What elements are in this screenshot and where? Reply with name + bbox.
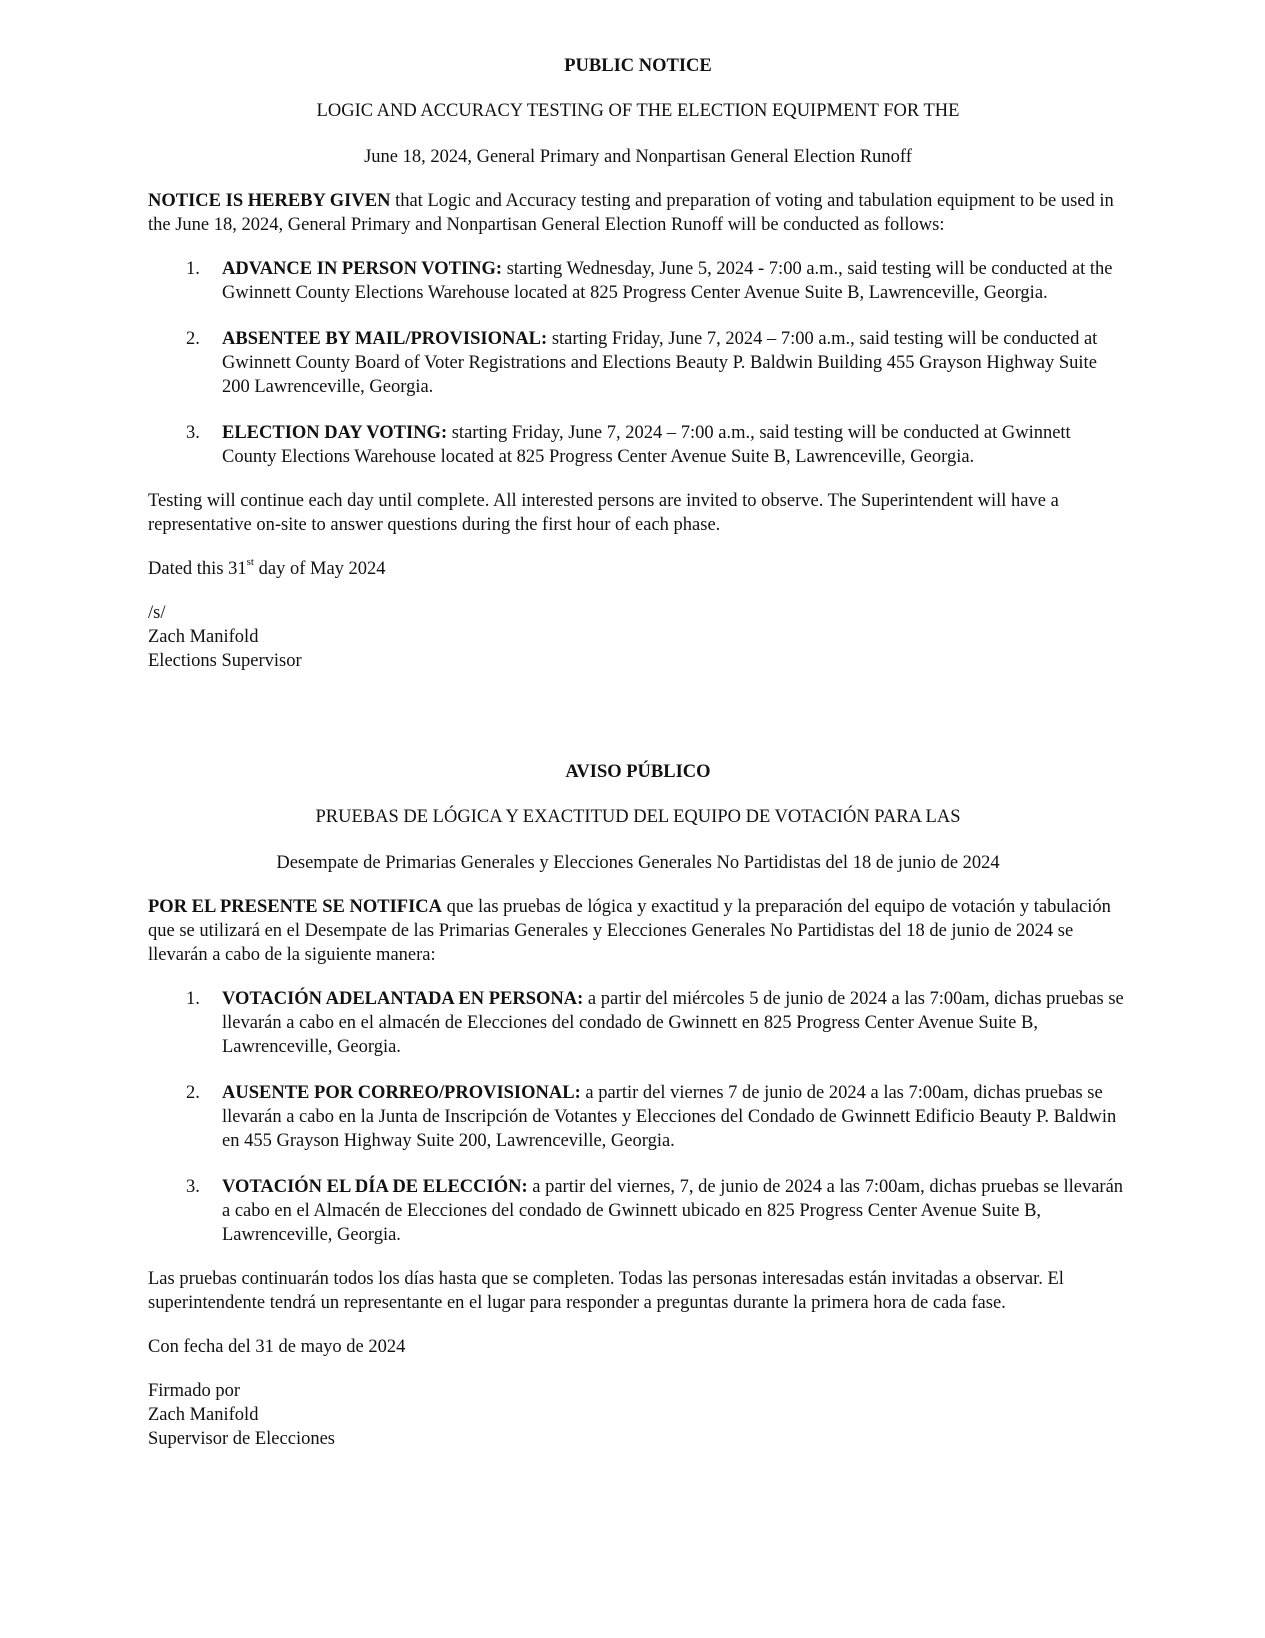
- item-text: a partir del viernes, 7, de junio de 2024 a las 7:00am, dichas pruebas se llevarán a cabo en el Almacén de Elecciones del condado de Gwinnett ubicado en 825 Progress Center Avenue Suite B, Lawrenceville, Georgia.: [222, 1177, 1124, 1245]
- testing-schedule-list: [148, 257, 1128, 469]
- intro-bold: POR EL PRESENTE SE NOTIFICA: [148, 897, 443, 917]
- item-heading: VOTACIÓN ADELANTADA EN PERSONA:: [222, 989, 584, 1009]
- election-line: Desempate de Primarias Generales y Elecciones Generales No Partidistas del 18 de junio de 2024: [276, 853, 1000, 873]
- notice-subtitle: PRUEBAS DE LÓGICA Y EXACTITUD DEL EQUIPO DE VOTACIÓN PARA LAS: [315, 807, 961, 827]
- item-text: starting Wednesday, June 5, 2024 - 7:00 a.m., said testing will be conducted at the Gwinnett County Elections Warehouse located at 825 Progress Center Avenue Suite B, Lawrenceville, Georgia.: [222, 259, 1113, 303]
- item-heading: ADVANCE IN PERSON VOTING:: [222, 259, 503, 279]
- closing-paragraph: Las pruebas continuarán todos los días hasta que se completen. Todas las personas interesadas están invitadas a observar. El superintendente tendrá un representante en el lugar para responder a preguntas durante la primera hora de cada fase.: [148, 1269, 1064, 1313]
- dated-prefix: Dated this 31: [148, 559, 247, 579]
- item-number: 3.: [186, 1177, 200, 1197]
- spanish-notice: [148, 760, 1128, 1451]
- item-heading: ABSENTEE BY MAIL/PROVISIONAL:: [222, 329, 548, 349]
- item-heading: VOTACIÓN EL DÍA DE ELECCIÓN:: [222, 1177, 528, 1197]
- item-number: 1.: [186, 259, 200, 279]
- item-text: a partir del miércoles 5 de junio de 2024 a las 7:00am, dichas pruebas se llevarán a cabo en el almacén de Elecciones del condado de Gwinnett en 825 Progress Center Avenue Suite B, Lawrenceville, Georgia.: [222, 989, 1124, 1057]
- item-number: 1.: [186, 989, 200, 1009]
- english-notice: [148, 54, 1128, 673]
- list-item: [148, 1081, 1128, 1153]
- list-item: [148, 987, 1128, 1059]
- signature-mark: /s/: [148, 603, 166, 623]
- notice-title: AVISO PÚBLICO: [565, 762, 711, 782]
- signer-name: Zach Manifold: [148, 627, 259, 647]
- intro-text: that Logic and Accuracy testing and preparation of voting and tabulation equipment to be used in the June 18, 2024, General Primary and Nonpartisan General Election Runoff will be conducted as follows:: [148, 191, 1114, 235]
- list-item: [148, 1175, 1128, 1247]
- item-number: 2.: [186, 1083, 200, 1103]
- signer-name: Zach Manifold: [148, 1405, 259, 1425]
- list-item: [148, 257, 1128, 305]
- item-number: 2.: [186, 329, 200, 349]
- notice-subtitle: LOGIC AND ACCURACY TESTING OF THE ELECTION EQUIPMENT FOR THE: [316, 101, 960, 121]
- list-item: [148, 327, 1128, 399]
- item-text: starting Friday, June 7, 2024 – 7:00 a.m., said testing will be conducted at Gwinnett County Board of Voter Registrations and Elections Beauty P. Baldwin Building 455 Grayson Highway Suite 200 Lawrenceville, Georgia.: [222, 329, 1098, 397]
- closing-paragraph: Testing will continue each day until complete. All interested persons are invited to observe. The Superintendent will have a representative on-site to answer questions during the first hour of each phase.: [148, 491, 1059, 535]
- election-line: June 18, 2024, General Primary and Nonpartisan General Election Runoff: [364, 147, 912, 167]
- dated-sup: st: [246, 555, 254, 568]
- notice-title: PUBLIC NOTICE: [564, 56, 712, 76]
- intro-text: que las pruebas de lógica y exactitud y la preparación del equipo de votación y tabulación que se utilizará en el Desempate de las Primarias Generales y Elecciones Generales No Partidistas del 18 de junio de 2024 se llevarán a cabo de la siguiente manera:: [148, 897, 1111, 965]
- item-heading: AUSENTE POR CORREO/PROVISIONAL:: [222, 1083, 581, 1103]
- item-text: starting Friday, June 7, 2024 – 7:00 a.m., said testing will be conducted at Gwinnett County Elections Warehouse located at 825 Progress Center Avenue Suite B, Lawrenceville, Georgia.: [222, 423, 1071, 467]
- list-item: [148, 421, 1128, 469]
- signer-title: Elections Supervisor: [148, 651, 302, 671]
- dated-suffix: day of May 2024: [254, 559, 386, 579]
- signer-title: Supervisor de Elecciones: [148, 1429, 335, 1449]
- intro-paragraph: [148, 189, 1128, 237]
- testing-schedule-list: [148, 987, 1128, 1247]
- item-heading: ELECTION DAY VOTING:: [222, 423, 448, 443]
- intro-paragraph: [148, 895, 1128, 967]
- intro-bold: NOTICE IS HEREBY GIVEN: [148, 191, 391, 211]
- item-number: 3.: [186, 423, 200, 443]
- dated-line: Con fecha del 31 de mayo de 2024: [148, 1337, 406, 1357]
- signature-mark: Firmado por: [148, 1381, 240, 1401]
- item-text: a partir del viernes 7 de junio de 2024 a las 7:00am, dichas pruebas se llevarán a cabo en la Junta de Inscripción de Votantes y Elecciones del Condado de Gwinnett Edificio Beauty P. Baldwin en 455 Grayson Highway Suite 200, Lawrenceville, Georgia.: [222, 1083, 1117, 1151]
- dated-line: [148, 557, 1128, 581]
